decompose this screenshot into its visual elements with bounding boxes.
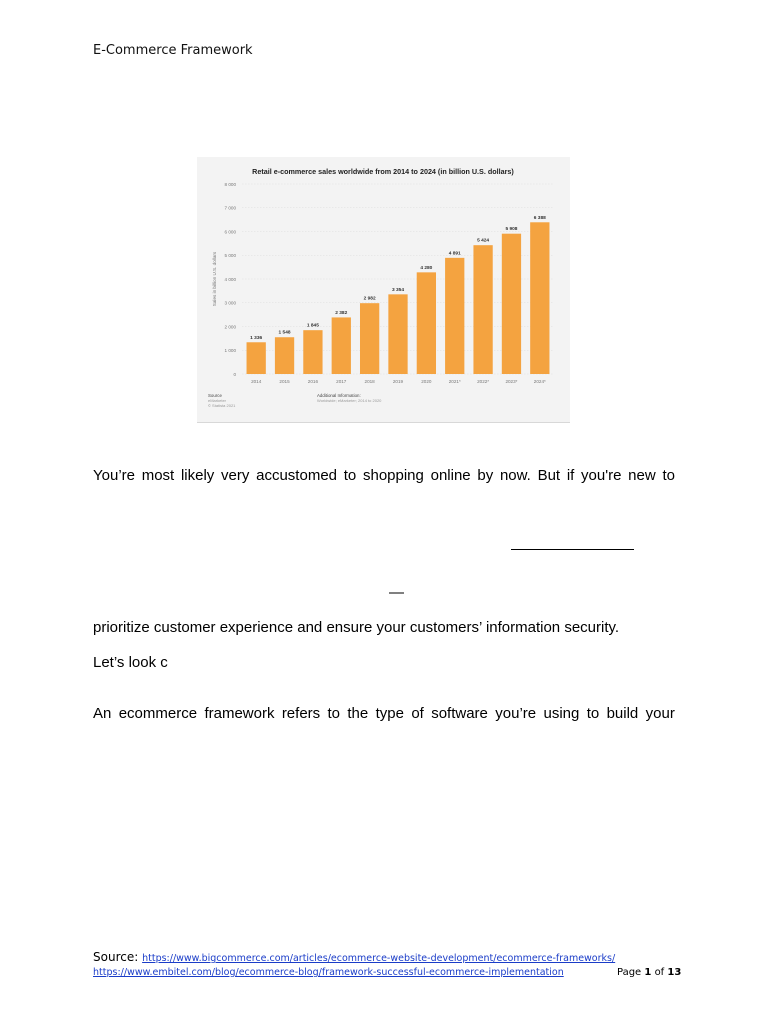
intro-word: you're xyxy=(581,467,622,484)
y-tick-label: 5 000 xyxy=(224,253,236,259)
intro-word: shopping xyxy=(362,467,424,484)
y-tick-label: 6 000 xyxy=(224,229,236,235)
intro-word: to xyxy=(343,467,357,484)
x-tick-label: 2016 xyxy=(307,379,319,384)
y-axis-label: Sales in billion U.S. dollars xyxy=(212,251,217,307)
definition-word: refers xyxy=(281,705,321,722)
bar-2024 xyxy=(530,222,549,374)
x-tick-label: 2014 xyxy=(251,379,262,384)
chart-source-title: Source xyxy=(208,393,222,398)
intro-word: by xyxy=(477,467,494,484)
definition-word: ecommerce xyxy=(118,705,198,722)
bar-2018 xyxy=(360,303,379,374)
intro-word: now. xyxy=(499,467,531,484)
chart-title: Retail e-commerce sales worldwide from 2014 to 2024 (in billion U.S. dollars) xyxy=(252,167,514,176)
definition-word: framework xyxy=(204,705,275,722)
x-tick-label: 2018 xyxy=(364,379,375,384)
intro-word: accustomed xyxy=(256,467,337,484)
bar-2021 xyxy=(445,258,464,374)
y-tick-label: 0 xyxy=(233,371,236,377)
bar-value-label: 2 982 xyxy=(363,296,376,302)
y-tick-label: 8 000 xyxy=(224,181,236,187)
definition-word: using xyxy=(543,705,580,722)
bar-value-label: 5 424 xyxy=(477,238,490,244)
x-tick-label: 2015 xyxy=(279,379,290,384)
bar-value-label: 1 548 xyxy=(278,330,291,336)
em-dash: — xyxy=(389,584,404,601)
bar-value-label: 4 280 xyxy=(420,265,433,271)
source-label: Source: xyxy=(93,950,139,964)
intro-word: But xyxy=(537,467,561,484)
definition-word: build xyxy=(606,705,639,722)
blank-underline xyxy=(511,549,634,550)
x-tick-label: 2020 xyxy=(421,379,432,384)
intro-word: likely xyxy=(180,467,215,484)
page-number: Page 1 of 13 xyxy=(617,967,682,978)
chart-source-line: © Statista 2021 xyxy=(208,403,236,408)
bar-2014 xyxy=(247,342,266,374)
bar-value-label: 5 908 xyxy=(505,227,518,233)
x-tick-label: 2024* xyxy=(533,379,546,384)
bar-2019 xyxy=(388,294,407,374)
paragraph-security: prioritize customer experience and ensure your customers’ information security. xyxy=(93,619,620,636)
y-tick-label: 4 000 xyxy=(224,276,236,282)
definition-word: your xyxy=(645,705,675,722)
definition-word: of xyxy=(411,705,424,722)
paragraph-definition xyxy=(93,705,675,722)
bar-value-label: 2 382 xyxy=(335,310,348,316)
y-tick-label: 7 000 xyxy=(224,205,236,211)
bar-2015 xyxy=(275,337,294,374)
bar-value-label: 3 354 xyxy=(391,287,405,293)
intro-word: very xyxy=(221,467,250,484)
chart-info-title: Additional Information: xyxy=(317,393,361,398)
x-tick-label: 2023* xyxy=(505,379,518,384)
footer-source xyxy=(93,950,615,964)
paragraph-intro xyxy=(93,467,675,484)
intro-word: online xyxy=(430,467,471,484)
x-tick-label: 2017 xyxy=(336,379,347,384)
x-tick-label: 2019 xyxy=(392,379,404,384)
intro-word: new xyxy=(628,467,656,484)
definition-word: you’re xyxy=(495,705,537,722)
definition-word: the xyxy=(347,705,369,722)
bar-2017 xyxy=(332,317,351,374)
intro-word: to xyxy=(662,467,675,484)
x-tick-label: 2021* xyxy=(448,379,461,384)
bar-value-label: 1 845 xyxy=(306,323,319,329)
bar-2023 xyxy=(502,234,521,374)
y-tick-label: 3 000 xyxy=(224,300,236,306)
x-tick-label: 2022* xyxy=(477,379,490,384)
intro-word: most xyxy=(141,467,175,484)
y-tick-label: 1 000 xyxy=(224,348,236,354)
bar-2016 xyxy=(303,330,322,374)
chart-source-line: eMarketer xyxy=(208,398,227,403)
bar-value-label: 6 388 xyxy=(533,215,546,221)
intro-word: if xyxy=(566,467,575,484)
definition-word: to xyxy=(586,705,600,722)
y-tick-label: 2 000 xyxy=(224,324,236,330)
sales-chart xyxy=(197,157,570,423)
paragraph-lets-look: Let’s look c xyxy=(93,654,168,671)
source-link-bigcommerce[interactable]: https://www.bigcommerce.com/articles/ecommerce-website-development/ecommerce-frameworks/ xyxy=(142,953,616,964)
bar-chart-svg xyxy=(197,157,570,422)
definition-word: An xyxy=(93,705,112,722)
page-header-title: E-Commerce Framework xyxy=(93,43,253,58)
bar-value-label: 1 336 xyxy=(250,335,263,341)
definition-word: type xyxy=(375,705,404,722)
definition-word: software xyxy=(431,705,488,722)
definition-word: to xyxy=(327,705,341,722)
bar-value-label: 4 891 xyxy=(448,251,461,257)
intro-word: You’re xyxy=(93,467,135,484)
bar-2020 xyxy=(417,272,436,374)
chart-info-line: Worldwide; eMarketer; 2014 to 2020 xyxy=(317,398,382,403)
source-link-embitel[interactable]: https://www.embitel.com/blog/ecommerce-blog/framework-successful-ecommerce-implementation xyxy=(93,967,564,978)
bar-2022 xyxy=(473,245,492,374)
